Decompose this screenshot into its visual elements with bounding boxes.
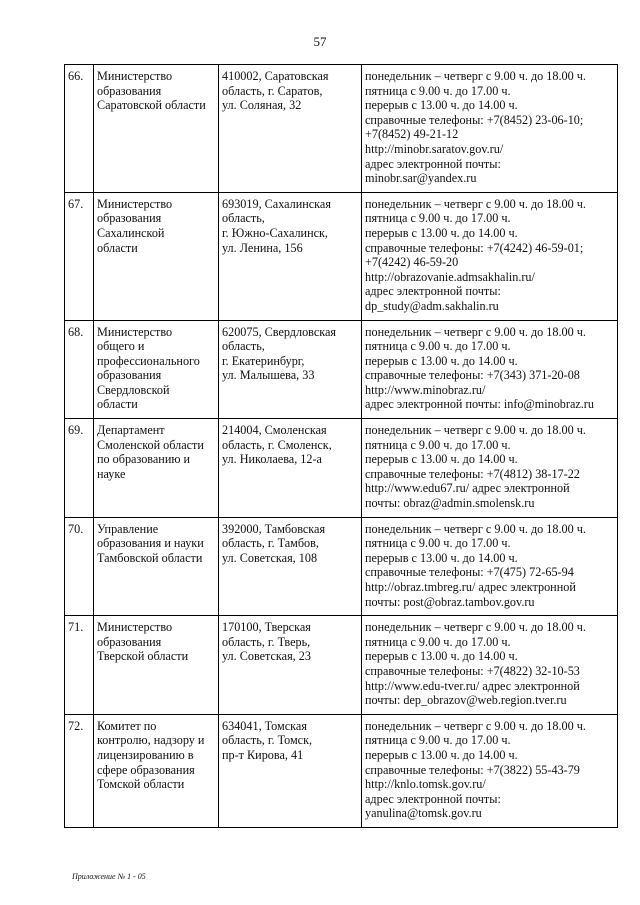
organization-contacts-line: справочные телефоны: +7(475) 72-65-94 xyxy=(365,565,574,580)
organization-name-line: Саратовской области xyxy=(97,98,206,113)
organization-name-line: Томской области xyxy=(97,777,185,792)
organization-name-line: Комитет по xyxy=(97,718,157,733)
row-number-cell: 70. xyxy=(65,517,94,616)
organization-address-line: 693019, Сахалинская xyxy=(222,196,331,211)
organization-contacts-line: пятница с 9.00 ч. до 17.00 ч. xyxy=(365,536,511,551)
organizations-table xyxy=(64,64,618,828)
organization-contacts-line: адрес электронной почты: xyxy=(365,284,501,299)
table-row xyxy=(65,419,618,518)
organization-contacts-cell xyxy=(362,419,618,518)
organization-address-line: 170100, Тверская xyxy=(222,620,311,635)
organization-contacts-line: почты: post@obraz.tambov.gov.ru xyxy=(365,594,535,609)
organization-contacts-line: http://minobr.saratov.gov.ru/ xyxy=(365,141,504,156)
organization-contacts-line: http://knlo.tomsk.gov.ru/ xyxy=(365,777,486,792)
organization-contacts-line: yanulina@tomsk.gov.ru xyxy=(365,806,482,821)
organization-contacts-line: пятница с 9.00 ч. до 17.00 ч. xyxy=(365,83,511,98)
organization-name-cell xyxy=(94,320,219,419)
organization-address-line: 392000, Тамбовская xyxy=(222,521,326,536)
organization-contacts-line: перерыв с 13.00 ч. до 14.00 ч. xyxy=(365,452,518,467)
organization-name-line: образования xyxy=(97,368,162,383)
organization-address-cell xyxy=(219,419,362,518)
organization-name-line: науке xyxy=(97,466,126,481)
organization-name-line: области xyxy=(97,240,138,255)
organization-address-line: область, г. Тамбов, xyxy=(222,536,319,551)
organization-contacts-line: перерыв с 13.00 ч. до 14.00 ч. xyxy=(365,747,518,762)
organization-name-line: контролю, надзору и xyxy=(97,733,205,748)
organization-address-cell xyxy=(219,65,362,193)
organization-name-line: области xyxy=(97,397,138,412)
organization-contacts-line: minobr.sar@yandex.ru xyxy=(365,171,477,186)
table-row xyxy=(65,65,618,193)
organization-address-cell xyxy=(219,192,362,320)
organization-name-line: Свердловской xyxy=(97,382,170,397)
organization-address-line: область, г. Томск, xyxy=(222,733,313,748)
organization-contacts-line: понедельник – четверг с 9.00 ч. до 18.00 ч. xyxy=(365,620,586,635)
organization-address-line: область, г. Смоленск, xyxy=(222,437,332,452)
organization-contacts-line: справочные телефоны: +7(343) 371-20-08 xyxy=(365,368,580,383)
organization-contacts-line: справочные телефоны: +7(4242) 46-59-01; xyxy=(365,240,584,255)
organization-address-line: 634041, Томская xyxy=(222,718,307,733)
organization-contacts-line: адрес электронной почты: xyxy=(365,156,501,171)
organization-contacts-line: понедельник – четверг с 9.00 ч. до 18.00 ч. xyxy=(365,718,586,733)
organization-address-line: ул. Советская, 23 xyxy=(222,649,311,664)
organization-name-line: Смоленской области xyxy=(97,437,204,452)
organization-address-line: ул. Малышева, 33 xyxy=(222,368,315,383)
organization-contacts-line: справочные телефоны: +7(3822) 55-43-79 xyxy=(365,762,580,777)
page-number: 57 xyxy=(313,34,327,49)
row-number-cell: 71. xyxy=(65,616,94,715)
organization-contacts-line: адрес электронной почты: xyxy=(365,791,501,806)
organization-contacts-cell xyxy=(362,65,618,193)
organization-contacts-line: адрес электронной почты: info@minobraz.ru xyxy=(365,397,594,412)
organization-contacts-line: пятница с 9.00 ч. до 17.00 ч. xyxy=(365,733,511,748)
organization-address-line: область, г. Тверь, xyxy=(222,634,311,649)
organization-address-cell xyxy=(219,517,362,616)
organization-contacts-line: перерыв с 13.00 ч. до 14.00 ч. xyxy=(365,353,518,368)
organization-contacts-line: справочные телефоны: +7(4812) 38-17-22 xyxy=(365,466,580,481)
organization-name-line: Тамбовской области xyxy=(97,550,203,565)
organization-contacts-line: http://www.edu-tver.ru/ адрес электронной xyxy=(365,678,580,693)
organization-name-cell xyxy=(94,419,219,518)
organization-name-line: Департамент xyxy=(97,423,165,438)
organization-contacts-line: понедельник – четверг с 9.00 ч. до 18.00 ч. xyxy=(365,324,586,339)
organization-address-line: область, xyxy=(222,339,265,354)
organization-address-line: пр-т Кирова, 41 xyxy=(222,747,304,762)
organization-address-line: область, г. Саратов, xyxy=(222,83,323,98)
row-number-cell: 69. xyxy=(65,419,94,518)
organization-contacts-line: +7(4242) 46-59-20 xyxy=(365,255,459,270)
organization-name-cell xyxy=(94,517,219,616)
organization-name-line: сфере образования xyxy=(97,762,195,777)
organization-contacts-cell xyxy=(362,517,618,616)
organization-address-cell xyxy=(219,714,362,827)
organization-address-line: 620075, Свердловская xyxy=(222,324,337,339)
organization-name-line: Министерство xyxy=(97,69,173,83)
organization-address-line: ул. Николаева, 12-а xyxy=(222,452,322,467)
organization-name-cell xyxy=(94,616,219,715)
organization-name-line: лицензированию в xyxy=(97,747,194,762)
table-row xyxy=(65,714,618,827)
organization-name-line: Сахалинской xyxy=(97,225,165,240)
organization-contacts-line: понедельник – четверг с 9.00 ч. до 18.00 ч. xyxy=(365,196,586,211)
organization-contacts-line: понедельник – четверг с 9.00 ч. до 18.00 ч. xyxy=(365,423,586,438)
organization-name-cell xyxy=(94,65,219,193)
organization-name-line: по образованию и xyxy=(97,452,191,467)
organization-address-line: ул. Соляная, 32 xyxy=(222,98,302,113)
row-number-cell: 72. xyxy=(65,714,94,827)
row-number-cell: 67. xyxy=(65,192,94,320)
row-number-cell: 66. xyxy=(65,65,94,193)
organization-name-line: образования xyxy=(97,83,162,98)
row-number-cell: 68. xyxy=(65,320,94,419)
organization-address-line: 214004, Смоленская xyxy=(222,423,327,438)
table-row xyxy=(65,320,618,419)
organization-contacts-line: http://www.minobraz.ru/ xyxy=(365,382,486,397)
organization-contacts-line: понедельник – четверг с 9.00 ч. до 18.00 ч. xyxy=(365,69,586,83)
organization-name-line: образования xyxy=(97,634,162,649)
organization-name-line: Управление xyxy=(97,521,159,536)
organization-contacts-line: пятница с 9.00 ч. до 17.00 ч. xyxy=(365,211,511,226)
organization-name-cell xyxy=(94,192,219,320)
organization-contacts-line: пятница с 9.00 ч. до 17.00 ч. xyxy=(365,339,511,354)
organization-address-line: г. Екатеринбург, xyxy=(222,353,305,368)
organization-contacts-cell xyxy=(362,714,618,827)
organization-contacts-line: справочные телефоны: +7(8452) 23-06-10; xyxy=(365,112,584,127)
table-row xyxy=(65,192,618,320)
organization-contacts-line: почты: obraz@admin.smolensk.ru xyxy=(365,496,535,511)
organization-contacts-line: пятница с 9.00 ч. до 17.00 ч. xyxy=(365,634,511,649)
organization-address-line: область, xyxy=(222,211,265,226)
organization-address-line: ул. Ленина, 156 xyxy=(222,240,303,255)
organization-contacts-line: http://obrazovanie.admsakhalin.ru/ xyxy=(365,269,535,284)
organization-contacts-line: http://www.edu67.ru/ адрес электронной xyxy=(365,481,570,496)
footer-note: Приложение № 1 - 05 xyxy=(72,872,146,881)
organization-name-line: Министерство xyxy=(97,196,173,211)
organization-contacts-line: справочные телефоны: +7(4822) 32-10-53 xyxy=(365,663,580,678)
organization-name-line: Тверской области xyxy=(97,649,189,664)
organization-name-line: образования и науки xyxy=(97,536,204,551)
organization-contacts-cell xyxy=(362,616,618,715)
table-body xyxy=(65,65,618,828)
organization-contacts-line: почты: dep_obrazov@web.region.tver.ru xyxy=(365,693,567,708)
organization-contacts-line: dp_study@adm.sakhalin.ru xyxy=(365,298,499,313)
organization-contacts-cell xyxy=(362,192,618,320)
organization-address-line: г. Южно-Сахалинск, xyxy=(222,225,328,240)
organization-name-line: общего и xyxy=(97,339,145,354)
organization-contacts-line: +7(8452) 49-21-12 xyxy=(365,127,459,142)
organization-contacts-line: http://obraz.tmbreg.ru/ адрес электронной xyxy=(365,580,576,594)
organization-name-cell xyxy=(94,714,219,827)
organization-address-line: 410002, Саратовская xyxy=(222,69,329,83)
organization-contacts-line: перерыв с 13.00 ч. до 14.00 ч. xyxy=(365,550,518,565)
table-row xyxy=(65,616,618,715)
organization-contacts-line: перерыв с 13.00 ч. до 14.00 ч. xyxy=(365,649,518,664)
organization-name-line: Министерство xyxy=(97,324,173,339)
organization-address-line: ул. Советская, 108 xyxy=(222,550,318,565)
organization-address-cell xyxy=(219,616,362,715)
organization-contacts-line: понедельник – четверг с 9.00 ч. до 18.00 ч. xyxy=(365,521,586,536)
organization-name-line: профессионального xyxy=(97,353,200,368)
organization-contacts-cell xyxy=(362,320,618,419)
organization-contacts-line: пятница с 9.00 ч. до 17.00 ч. xyxy=(365,437,511,452)
organization-name-line: образования xyxy=(97,211,162,226)
organization-name-line: Министерство xyxy=(97,620,173,635)
organization-contacts-line: перерыв с 13.00 ч. до 14.00 ч. xyxy=(365,98,518,113)
organization-address-cell xyxy=(219,320,362,419)
table-row xyxy=(65,517,618,616)
organization-contacts-line: перерыв с 13.00 ч. до 14.00 ч. xyxy=(365,225,518,240)
